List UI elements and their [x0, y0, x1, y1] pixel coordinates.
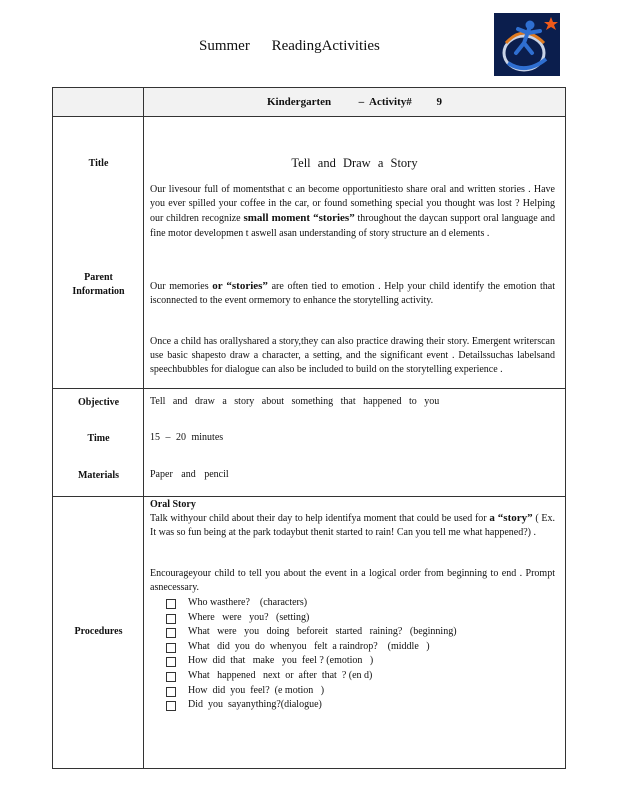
list-item: How did that make you feel ? (emotion ): [166, 654, 457, 669]
list-item: How did you feel? (e motion ): [166, 684, 457, 699]
reading-runner-logo-icon: [494, 13, 560, 76]
grade-activity-label: Kindergarten – Activity# 9: [144, 88, 566, 117]
checkbox-icon: [166, 643, 176, 653]
objective-value: Tell and draw a story about something that happened to you: [150, 396, 440, 407]
list-item: What did you do whenyou felt a raindrop? (middle ): [166, 640, 457, 655]
materials-label: Materials: [77, 470, 120, 481]
materials-value: Paper and pencil: [150, 469, 229, 480]
procedures-label: Procedures: [74, 626, 123, 637]
page-title: Summer ReadingActivities: [199, 38, 380, 54]
info-row: [53, 117, 566, 389]
time-label: Time: [87, 433, 110, 444]
parent-info-paragraph-1: Our livesour full of momentsthat c an become opportunitiesto share oral and written stories . Have you ever spilled your coffee in the car, or found something special you thought was lost ? Helping our children recognize small moment “stories” throughout the daycan support oral language and fine motor developmen t aswell asan understanding of story structure an d elements .: [150, 184, 555, 239]
list-item: What were you doing beforeit started raining? (beginning): [166, 625, 457, 640]
details-row: [53, 389, 566, 497]
activity-table: [52, 87, 566, 769]
list-item: Who wasthere? (characters): [166, 596, 457, 611]
checkbox-icon: [166, 672, 176, 682]
list-item: Where were you? (setting): [166, 611, 457, 626]
time-value: 15 – 20 minutes: [150, 432, 224, 443]
procedures-paragraph-1: Talk withyour child about their day to help identifya moment that could be used for a “story” ( Ex. It was so fun being at the park todaybut thenit started to rain! Can you tell me what happened?) .: [150, 512, 556, 539]
logo: [494, 13, 560, 76]
question-list: [166, 596, 457, 713]
procedures-row: [53, 497, 566, 769]
parent-info-label-2: Information: [72, 286, 125, 297]
procedures-paragraph-2: Encourageyour child to tell you about the event in a logical order from beginning to end . Prompt asnecessary.: [150, 568, 555, 594]
parent-info-paragraph-2: Our memories or “stories” are often tied to emotion . Help your child identify the emotion that isconnected to the event ormemory to enhance the storytelling activity.: [150, 280, 556, 307]
parent-info-label-1: Parent: [84, 272, 113, 283]
objective-label: Objective: [77, 397, 120, 408]
parent-info-paragraph-3: Once a child has orallyshared a story,they can also practice drawing their story. Emergent writerscan use basic shapesto draw a character, a setting, and the significant event . Detailssuchas labelsand speechbubbles for dialogue can also be included to build on the storytelling experience .: [150, 336, 555, 376]
header-row: [53, 88, 566, 117]
procedures-heading: Oral Story: [150, 499, 196, 510]
checkbox-icon: [166, 687, 176, 697]
list-item: What happened next or after that ? (en d): [166, 669, 457, 684]
checkbox-icon: [166, 614, 176, 624]
checkbox-icon: [166, 599, 176, 609]
checkbox-icon: [166, 628, 176, 638]
list-item: Did you sayanything?(dialogue): [166, 698, 457, 713]
checkbox-icon: [166, 657, 176, 667]
title-label: Title: [88, 158, 109, 169]
checkbox-icon: [166, 701, 176, 711]
activity-title: Tell and Draw a Story: [291, 156, 418, 170]
